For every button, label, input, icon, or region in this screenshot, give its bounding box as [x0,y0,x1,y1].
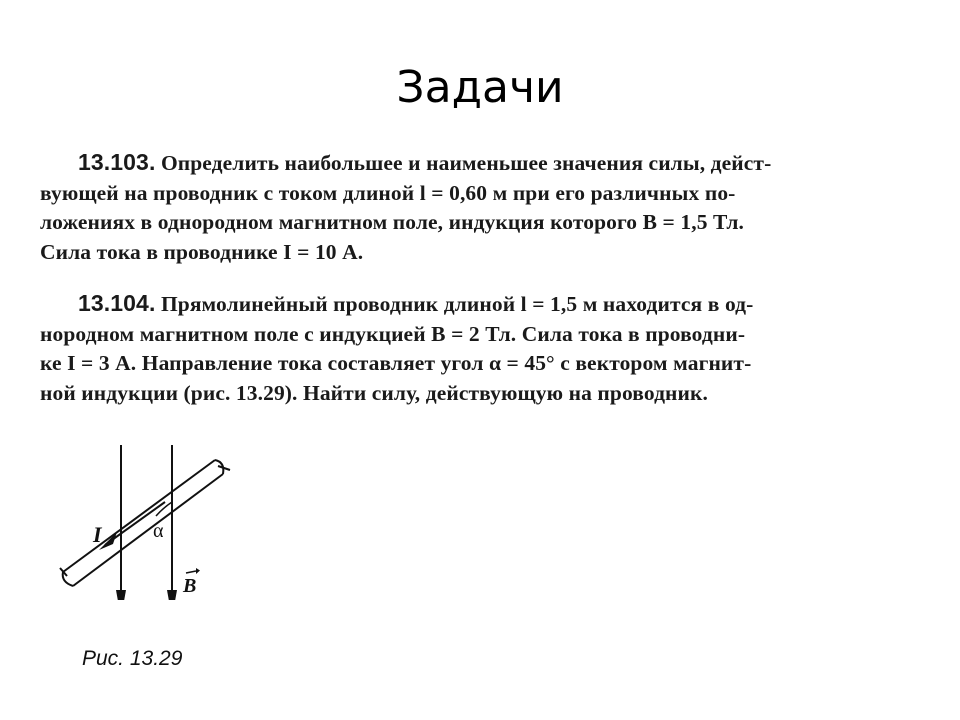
problem-text-line: ной индукции (рис. 13.29). Найти силу, действующую на проводник. [40,380,708,405]
problem-text-line: ке I = 3 А. Направление тока составляет угол α = 45° с вектором магнит- [40,351,752,375]
vector-arrow-bar [186,571,196,573]
label-field: B [183,575,197,597]
problem-number: 13.103. [78,149,156,175]
conductor-edge-top [63,460,215,572]
problem-text-line: нородном магнитном поле с индукцией B = 2 Тл. Сила тока в проводни- [40,321,746,346]
problem-text-line: Прямолинейный проводник длиной l = 1,5 м находится в од- [160,292,754,316]
label-angle: α [153,520,164,542]
problem-text-line: вующей на проводник с током длиной l = 0,60 м при его различных по- [40,180,736,205]
figure-caption: Рис. 13.29 [82,647,183,670]
problem-first-line [40,148,920,179]
problem-number: 13.104. [78,290,156,316]
vector-arrow-tip [196,568,200,574]
current-arrow-head [99,532,117,550]
problem-first-line [40,289,920,320]
problem-text-line: Определить наибольшее и наименьшее значения силы, дейст- [160,151,772,175]
figure-13-29 [55,440,235,600]
problem-13-104 [40,289,920,408]
field-arrow-right [167,590,177,600]
slide-title: Задачи [396,62,564,113]
field-arrow-left [116,590,126,600]
label-current: I [93,522,102,547]
problem-text-line: Сила тока в проводнике I = 10 А. [40,239,364,264]
problem-text-line: ложениях в однородном магнитном поле, индукция которого B = 1,5 Тл. [40,210,745,234]
problem-13-103 [40,148,920,267]
